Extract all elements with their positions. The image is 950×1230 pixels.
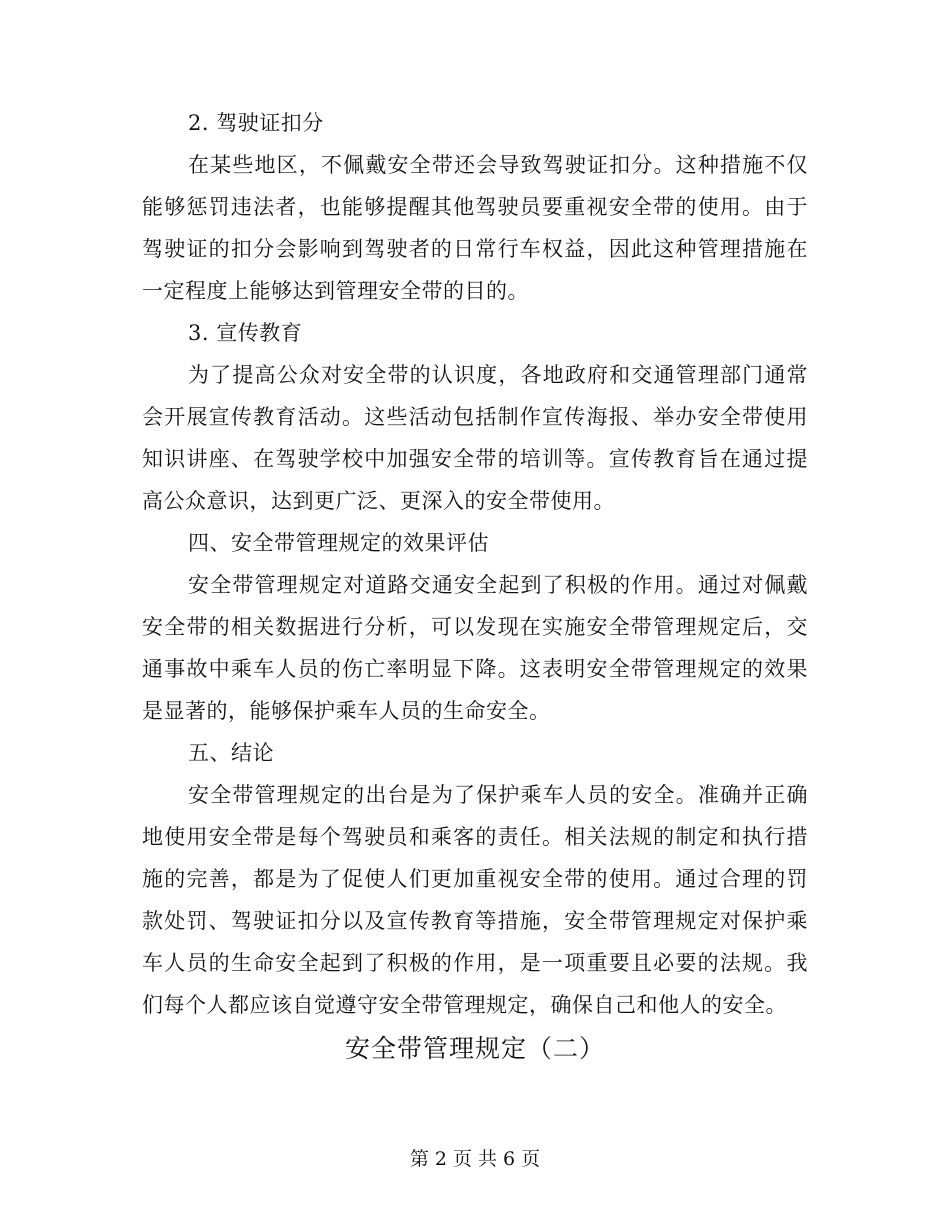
heading-5: 五、结论 [188,741,274,765]
paragraph-license-points: 在某些地区，不佩戴安全带还会导致驾驶证扣分。这种措施不仅能够惩罚违法者，也能够提醒其他驾驶员要重视安全带的使用。由于驾驶证的扣分会影响到驾驶者的日常行车权益，因此这种管理措施在一定程度上能够达到管理安全带的目的。 [142,153,808,303]
part-title: 安全带管理规定（二） [344,1034,605,1063]
document-body [142,102,808,1072]
heading-4: 四、安全带管理规定的效果评估 [188,531,489,555]
heading-2: 2. 驾驶证扣分 [188,111,324,135]
heading-3: 3. 宣传教育 [188,321,303,345]
page-footer: 第 2 页 共 6 页 [409,1148,541,1170]
paragraph-education: 为了提高公众对安全带的认识度，各地政府和交通管理部门通常会开展宣传教育活动。这些活动包括制作宣传海报、举办安全带使用知识讲座、在驾驶学校中加强安全带的培训等。宣传教育旨在通过提高公众意识，达到更广泛、更深入的安全带使用。 [142,363,808,513]
paragraph-conclusion: 安全带管理规定的出台是为了保护乘车人员的安全。准确并正确地使用安全带是每个驾驶员和乘客的责任。相关法规的制定和执行措施的完善，都是为了促使人们更加重视安全带的使用。通过合理的罚款处罚、驾驶证扣分以及宣传教育等措施，安全带管理规定对保护乘车人员的生命安全起到了积极的作用，是一项重要且必要的法规。我们每个人都应该自觉遵守安全带管理规定，确保自己和他人的安全。 [142,783,808,1017]
paragraph-evaluation: 安全带管理规定对道路交通安全起到了积极的作用。通过对佩戴安全带的相关数据进行分析，可以发现在实施安全带管理规定后，交通事故中乘车人员的伤亡率明显下降。这表明安全带管理规定的效果是显著的，能够保护乘车人员的生命安全。 [142,573,808,723]
